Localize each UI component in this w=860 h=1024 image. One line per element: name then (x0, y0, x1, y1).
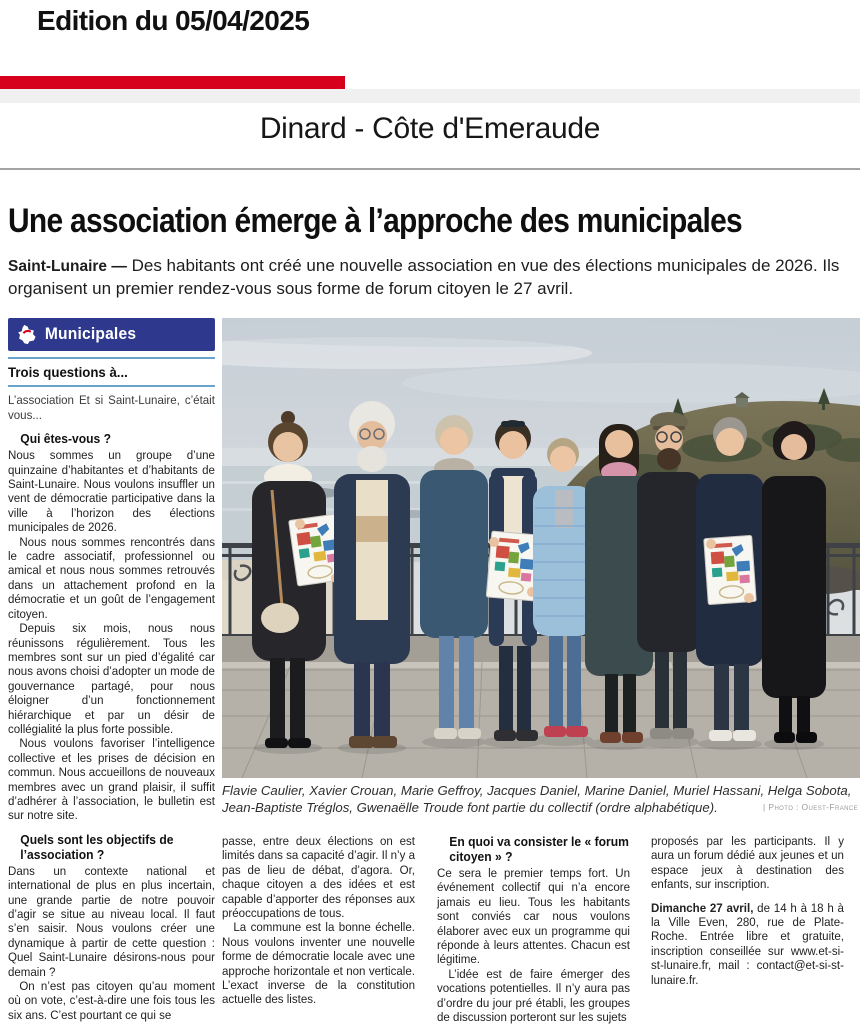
question-heading: Quels sont les objectifs de l’association ? (20, 831, 174, 862)
article-photo (222, 318, 860, 778)
event-details: de 14 h à 18 h à la Ville Even, 280, rue de Plate-Roche. Entrée libre et gratuite, inscription conseillée sur www.et-si-st-lunaire.fr, mail : contact@et-si-st-lunaire.fr. (651, 900, 844, 987)
article-column-3 (437, 834, 630, 1024)
article-column-2 (222, 834, 415, 1007)
event-info (651, 901, 844, 987)
article-photo-illustration (222, 318, 860, 778)
paragraph: proposés par les participants. Il y aura un forum dédié aux jeunes et un espace jeux à destination des enfants, sur inscription. (651, 834, 844, 892)
question-heading: En quoi va consister le « forum citoyen » ? (449, 834, 629, 864)
article-column-4 (651, 834, 844, 987)
question-heading: Qui êtes-vous ? (20, 431, 112, 447)
photo-caption (222, 783, 858, 817)
paragraph: Nous voulons favoriser l’intelligence collective et les prises de décision en commun. Nous accueillons de nouveaux membres avec un grand plaisir, il suffit d’adhérer à l’association, le bulletin est sur notre site. (8, 736, 215, 823)
paragraph: Dans un contexte national et international de plus en plus incertain, une grande partie de notre pouvoir d’agir se situe au niveau local. Il faut s’en saisir. Nous voulons créer une dynamique à partir de cette question : Quel Saint-Lunaire désirons-nous pour demain ? (8, 863, 215, 979)
paragraph: L’idée est de faire émerger des vocations potentielles. Il n’y aura pas d’ordre du jour pré établi, les groupes de discussion porteront sur les sujets (437, 966, 630, 1024)
france-map-icon (17, 324, 38, 346)
article-column-1 (8, 318, 215, 1022)
photo-credit: | Photo : Ouest-France (763, 801, 858, 812)
paragraph: passe, entre deux élections on est limités dans sa capacité d’agir. Il n’y a pas de lieu de débat, d’agora. Or, chaque citoyen a des idées et est capable d’apporter des réponses aux préoccupations de tous. (222, 834, 415, 921)
section-title: Dinard - Côte d'Emeraude (259, 112, 601, 145)
blue-rule (8, 357, 215, 359)
article-headline: Une association émerge à l’approche des municipales (8, 202, 742, 240)
event-date: Dimanche 27 avril, (651, 900, 754, 915)
kicker: Trois questions à... (8, 364, 128, 380)
caption-text: Flavie Caulier, Xavier Crouan, Marie Geffroy, Jacques Daniel, Marine Daniel, Muriel Hassani, Helga Sobota, Jean-Baptiste Tréglos, Gwenaëlle Troude font partie du collectif (ordre alphabétique). (222, 783, 852, 815)
paragraph: On n’est pas citoyen qu’au moment où on vote, c’est-à-dire une fois tous les six ans. C’est pourtant ce qui se (8, 979, 215, 1022)
paragraph: Nous sommes un groupe d’une quinzaine d’habitantes et d’habitants de Saint-Lunaire. Nous voulons insuffler un vent de démocratie participative dans la ville à l’horizon des élections municipales de 2026. (8, 448, 215, 535)
badge-label: Municipales (44, 325, 137, 344)
paragraph: Nous nous sommes rencontrés dans le cadre associatif, professionnel ou amical et nous nous sommes retrouvés dans un attachement profond en la démocratie et un goût de l’engagement citoyen. (8, 534, 215, 621)
standfirst-text: Des habitants ont créé une nouvelle association en vue des élections municipales de 2026. Ils organisent un premier rendez-vous sous forme de forum citoyen le 27 avril. (8, 256, 840, 298)
article-standfirst (8, 255, 844, 299)
red-accent-bar (0, 76, 345, 89)
paragraph: La commune est la bonne échelle. Nous voulons inventer une nouvelle forme de démocratie locale avec une approche horizontale et non verticale. L’exact inverse de la constitution actuelle des listes. (222, 920, 415, 1007)
article-intro: L’association Et si Saint-Lunaire, c’était vous... (8, 393, 215, 422)
topic-badge (8, 318, 215, 351)
blue-rule (8, 385, 215, 387)
paragraph: Depuis six mois, nous nous réunissons régulièrement. Tous les membres sont sur un pied d’égalité car nous avons choisi d’adopter un mode de gouvernance partagé, pour nous éloigner d’un fonctionnement hiérarchique et par un désir de collégialité la plus forte possible. (8, 621, 215, 736)
standfirst-location: Saint-Lunaire — (8, 258, 127, 275)
paragraph: Ce sera le premier temps fort. Un événement collectif qui n’a encore jamais eu lieu. Tous les habitants sont conviés car nous voulons élaborer avec eux un programme qui réponde à leurs attentes. Chacun est légitime. (437, 866, 630, 967)
section-rule (0, 168, 860, 170)
edition-title: Edition du 05/04/2025 (37, 5, 310, 36)
header-divider (0, 89, 860, 103)
